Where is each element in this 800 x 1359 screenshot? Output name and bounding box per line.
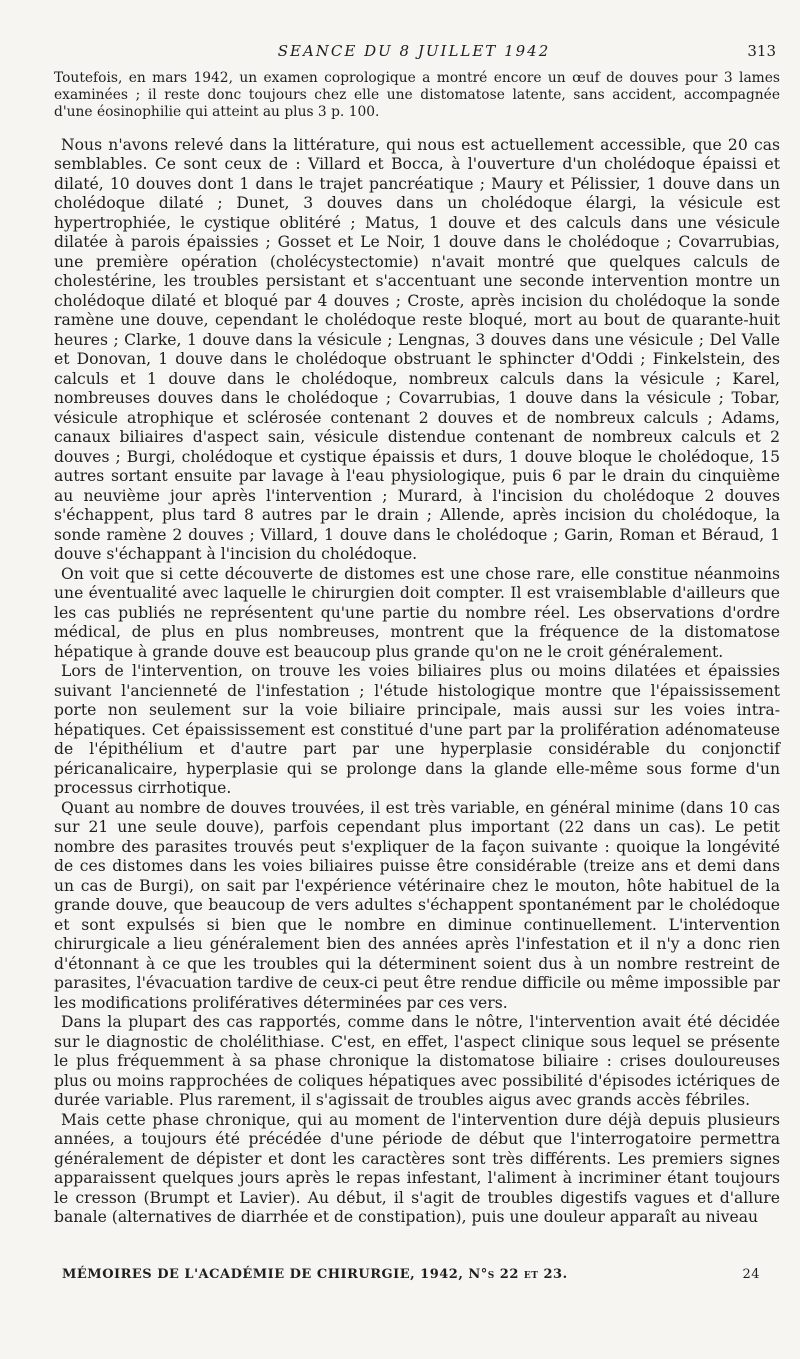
- running-header: [52, 42, 776, 64]
- paragraph: Lors de l'intervention, on trouve les voies biliaires plus ou moins dilatées et épaissies suivant l'ancienneté de l'infestation ; l'étude histologique montre que l'épaississement porte non seulement sur la voie biliaire principale, mais aussi sur les voies intra-hépatiques. Cet épaississement est constitué d'une part par la prolifération adénomateuse de l'épithélium et d'autre part par une hyperplasie considérable du conjonctif péricanalicaire, hyperplasie qui se prolonge dans la glande elle-même sous forme d'un processus cirrhotique.: [54, 662, 780, 798]
- body-text: [54, 70, 780, 1228]
- paragraph: Dans la plupart des cas rapportés, comme dans le nôtre, l'intervention avait été décidée sur le diagnostic de cholélithiase. C'est, en effet, l'aspect clinique sous lequel se présente le plus fréquemment à sa phase chronique la distomatose biliaire : crises douloureuses plus ou moins rapprochées de coliques hépatiques avec possibilité d'épisodes ictériques de durée variable. Plus rarement, il s'agissait de troubles aigus avec grands accès fébriles.: [54, 1013, 780, 1110]
- journal-reference: MÉMOIRES DE L'ACADÉMIE DE CHIRURGIE, 1942, N°s 22 et 23.: [62, 1267, 568, 1282]
- page-number: 313: [747, 42, 776, 60]
- paragraph: Toutefois, en mars 1942, un examen coprologique a montré encore un œuf de douves pour 3 lames examinées ; il reste donc toujours chez elle une distomatose latente, sans accident, accompagnée d'une éosinophilie qui atteint au plus 3 p. 100.: [54, 70, 780, 121]
- running-title: SEANCE DU 8 JUILLET 1942: [277, 42, 551, 60]
- page-footer: [62, 1267, 760, 1282]
- paragraph: Mais cette phase chronique, qui au moment de l'intervention dure déjà depuis plusieurs années, a toujours été précédée d'une période de début que l'interrogatoire permettra généralement de dépister et dont les caractères sont très différents. Les premiers signes apparaissent quelques jours après le repas infestant, l'aliment à incriminer étant toujours le cresson (Brumpt et Lavier). Au début, il s'agit de troubles digestifs vagues et d'allure banale (alternatives de diarrhée et de constipation), puis une douleur apparaît au niveau: [54, 1110, 780, 1227]
- paragraph: Quant au nombre de douves trouvées, il est très variable, en général minime (dans 10 cas sur 21 une seule douve), parfois cependant plus important (22 dans un cas). Le petit nombre des parasites trouvés peut s'expliquer de la façon suivante : quoique la longévité de ces distomes dans les voies biliaires puisse être considérable (treize ans et demi dans un cas de Burgi), on sait par l'expérience vétérinaire chez le mouton, hôte habituel de la grande douve, que beaucoup de vers adultes s'échappent spontanément par le cholédoque et sont expulsés si bien que le nombre en diminue continuellement. L'intervention chirurgicale a lieu généralement bien des années après l'infestation et il n'y a donc rien d'étonnant à ce que les troubles qui la déterminent soient dus à un nombre restreint de parasites, l'évacuation tardive de ceux-ci peut être rendue difficile ou même impossible par les modifications prolifératives déterminées par ces vers.: [54, 798, 780, 1012]
- paragraph: On voit que si cette découverte de distomes est une chose rare, elle constitue néanmoins une éventualité avec laquelle le chirurgien doit compter. Il est vraisemblable d'ailleurs que les cas publiés ne représentent qu'une partie du nombre réel. Les observations d'ordre médical, de plus en plus nombreuses, montrent que la fréquence de la distomatose hépatique à grande douve est beaucoup plus grande qu'on ne le croit généralement.: [54, 564, 780, 661]
- paragraph: Nous n'avons relevé dans la littérature, qui nous est actuellement accessible, que 20 cas semblables. Ce sont ceux de : Villard et Bocca, à l'ouverture d'un cholédoque épaissi et dilaté, 10 douves dont 1 dans le trajet pancréatique ; Maury et Pélissier, 1 douve dans un cholédoque dilaté ; Dunet, 3 douves dans un cholédoque élargi, la vésicule est hypertrophiée, le cystique oblitéré ; Matus, 1 douve et des calculs dans une vésicule dilatée à parois épaissies ; Gosset et Le Noir, 1 douve dans le cholédoque ; Covarrubias, une première opération (cholécystectomie) n'avait montré que quelques calculs de cholestérine, les troubles persistant et s'accentuant une seconde intervention montre un cholédoque dilaté et bloqué par 4 douves ; Croste, après incision du cholédoque la sonde ramène une douve, cependant le cholédoque reste bloqué, mort au bout de quarante-huit heures ; Clarke, 1 douve dans la vésicule ; Lengnas, 3 douves dans une vésicule ; Del Valle et Donovan, 1 douve dans le cholédoque obstruant le sphincter d'Oddi ; Finkelstein, des calculs et 1 douve dans le cholédoque, nombreux calculs dans la vésicule ; Karel, nombreuses douves dans le cholédoque ; Covarrubias, 1 douve dans la vésicule ; Tobar, vésicule atrophique et sclérosée contenant 2 douves et de nombreux calculs ; Adams, canaux biliaires d'aspect sain, vésicule distendue contenant de nombreux calculs et 2 douves ; Burgi, cholédoque et cystique épaissis et durs, 1 douve bloque le cholédoque, 15 autres sortant ensuite par lavage à l'eau physiologique, puis 6 par le drain du cinquième au neuvième jour après l'intervention ; Murard, à l'incision du cholédoque 2 douves s'échappent, plus tard 8 autres par le drain ; Allende, après incision du cholédoque, la sonde ramène 2 douves ; Villard, 1 douve dans le cholédoque ; Garin, Roman et Béraud, 1 douve s'échappant à l'incision du cholédoque.: [54, 135, 780, 564]
- sheet-number: 24: [742, 1267, 760, 1282]
